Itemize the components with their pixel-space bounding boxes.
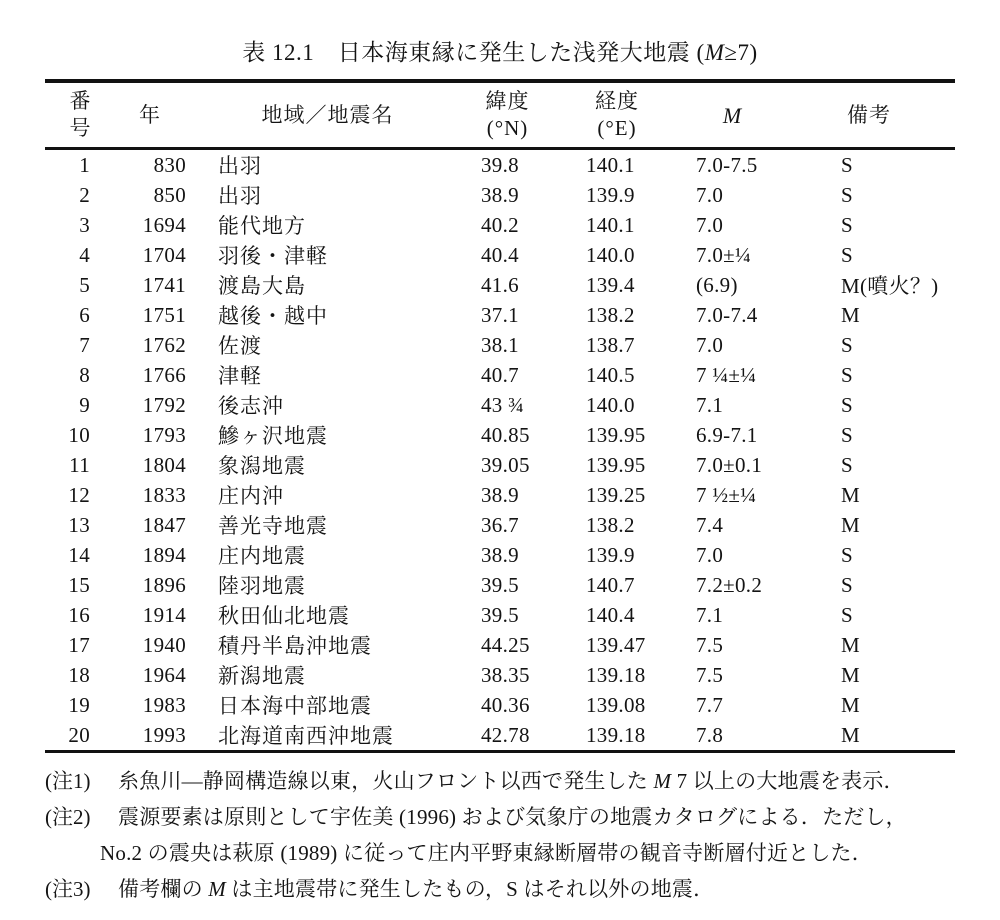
footnote-2-text: 震源要素は原則として宇佐美 (1996) および気象庁の地震カタログによる．ただし， xyxy=(118,805,907,829)
cell-longitude: 139.95 xyxy=(586,422,646,447)
cell-number: 19 xyxy=(68,692,90,717)
cell-year: 1964 xyxy=(142,662,186,687)
cell-latitude: 38.35 xyxy=(481,662,530,687)
cell-remarks: S xyxy=(841,362,853,387)
cell-longitude: 140.5 xyxy=(586,362,635,387)
cell-latitude: 39.05 xyxy=(481,452,530,477)
footnote-3-text: 備考欄の M は主地震帯に発生したもの，S はそれ以外の地震． xyxy=(118,877,715,901)
cell-remarks: S xyxy=(841,542,853,567)
table-row xyxy=(45,330,955,360)
cell-longitude: 139.9 xyxy=(586,542,635,567)
cell-remarks: S xyxy=(841,572,853,597)
cell-number: 6 xyxy=(79,302,90,327)
column-header-longitude xyxy=(580,81,690,149)
cell-number: 12 xyxy=(68,482,90,507)
cell-region-name: 陸羽地震 xyxy=(218,574,306,598)
cell-latitude: 41.6 xyxy=(481,272,519,297)
cell-year: 1896 xyxy=(142,572,186,597)
cell-latitude: 38.9 xyxy=(481,482,519,507)
table-row xyxy=(45,210,955,240)
cell-region-name: 後志沖 xyxy=(218,394,284,418)
table-row xyxy=(45,360,955,390)
table-body xyxy=(45,149,955,752)
cell-number: 8 xyxy=(79,362,90,387)
cell-region-name: 出羽 xyxy=(218,154,262,178)
cell-latitude: 39.8 xyxy=(481,152,519,177)
cell-region-name: 北海道南西沖地震 xyxy=(218,724,394,748)
cell-latitude: 37.1 xyxy=(481,302,519,327)
table-row xyxy=(45,300,955,330)
table-header-row xyxy=(45,81,955,149)
cell-longitude: 139.4 xyxy=(586,272,635,297)
cell-region-name: 象潟地震 xyxy=(218,454,306,478)
table-row xyxy=(45,510,955,540)
column-header-latitude-unit: (°N) xyxy=(486,116,529,140)
cell-remarks: S xyxy=(841,422,853,447)
cell-longitude: 140.0 xyxy=(586,242,635,267)
footnote-3 xyxy=(45,871,955,907)
cell-longitude: 140.1 xyxy=(586,212,635,237)
cell-year: 1741 xyxy=(142,272,186,297)
cell-latitude: 38.1 xyxy=(481,332,519,357)
cell-remarks: M xyxy=(841,482,860,507)
table-row xyxy=(45,540,955,570)
table-row xyxy=(45,690,955,720)
cell-magnitude: 7.4 xyxy=(696,512,724,537)
cell-remarks: S xyxy=(841,392,853,417)
column-header-year-label: 年 xyxy=(139,102,161,127)
cell-longitude: 139.9 xyxy=(586,182,635,207)
cell-region-name: 出羽 xyxy=(218,184,262,208)
cell-region-name: 秋田仙北地震 xyxy=(218,604,350,628)
cell-year: 1766 xyxy=(142,362,186,387)
column-header-longitude-unit: (°E) xyxy=(597,116,637,140)
cell-number: 5 xyxy=(79,272,90,297)
footnote-2 xyxy=(45,799,955,835)
cell-latitude: 36.7 xyxy=(481,512,519,537)
cell-year: 1993 xyxy=(142,722,186,747)
cell-longitude: 138.2 xyxy=(586,512,635,537)
cell-remarks: S xyxy=(841,332,853,357)
cell-year: 1704 xyxy=(142,242,186,267)
cell-remarks: M xyxy=(841,692,860,717)
cell-year: 1914 xyxy=(142,602,186,627)
cell-year: 1847 xyxy=(142,512,186,537)
cell-number: 9 xyxy=(79,392,90,417)
table-row xyxy=(45,270,955,300)
table-row xyxy=(45,600,955,630)
cell-longitude: 138.2 xyxy=(586,302,635,327)
cell-latitude: 40.2 xyxy=(481,212,519,237)
column-header-remarks xyxy=(835,81,955,149)
cell-latitude: 38.9 xyxy=(481,542,519,567)
footnote-1 xyxy=(45,763,955,799)
cell-longitude: 139.08 xyxy=(586,692,646,717)
table-title: 表 12.1 日本海東縁に発生した浅発大地震 (M≥7) xyxy=(242,40,758,65)
cell-year: 830 xyxy=(153,152,186,177)
cell-remarks: S xyxy=(841,242,853,267)
earthquake-table xyxy=(45,79,955,753)
cell-number: 2 xyxy=(79,182,90,207)
cell-remarks: M(噴火？) xyxy=(841,274,939,298)
cell-magnitude: 7.0 xyxy=(696,542,724,567)
cell-region-name: 渡島大島 xyxy=(218,274,306,298)
cell-longitude: 139.47 xyxy=(586,632,646,657)
cell-region-name: 佐渡 xyxy=(218,334,262,358)
cell-region-name: 津軽 xyxy=(218,364,262,388)
cell-longitude: 139.25 xyxy=(586,482,646,507)
cell-number: 17 xyxy=(68,632,90,657)
column-header-region-name xyxy=(190,81,475,149)
column-header-year xyxy=(100,81,190,149)
cell-longitude: 138.7 xyxy=(586,332,635,357)
cell-magnitude: 7.7 xyxy=(696,692,724,717)
cell-region-name: 越後・越中 xyxy=(218,304,328,328)
cell-region-name: 新潟地震 xyxy=(218,664,306,688)
cell-region-name: 庄内地震 xyxy=(218,544,306,568)
footnote-2-continuation-text: No.2 の震央は萩原 (1989) に従って庄内平野東縁断層帯の観音寺断層付近とした． xyxy=(100,841,873,865)
cell-year: 1694 xyxy=(142,212,186,237)
cell-latitude: 42.78 xyxy=(481,722,530,747)
cell-latitude: 44.25 xyxy=(481,632,530,657)
column-header-remarks-label: 備考 xyxy=(847,102,891,127)
cell-magnitude: 7.0-7.5 xyxy=(696,152,758,177)
footnote-2-continuation xyxy=(45,835,955,871)
cell-region-name: 鰺ヶ沢地震 xyxy=(218,424,328,448)
column-header-magnitude xyxy=(690,81,835,149)
cell-magnitude: 7.1 xyxy=(696,602,724,627)
cell-year: 1804 xyxy=(142,452,186,477)
cell-longitude: 140.1 xyxy=(586,152,635,177)
cell-longitude: 140.0 xyxy=(586,392,635,417)
cell-number: 13 xyxy=(68,512,90,537)
cell-longitude: 140.7 xyxy=(586,572,635,597)
cell-number: 16 xyxy=(68,602,90,627)
cell-year: 1751 xyxy=(142,302,186,327)
cell-number: 10 xyxy=(68,422,90,447)
cell-region-name: 善光寺地震 xyxy=(218,514,328,538)
cell-number: 18 xyxy=(68,662,90,687)
cell-region-name: 羽後・津軽 xyxy=(218,244,328,268)
cell-magnitude: (6.9) xyxy=(696,272,738,297)
footnote-1-label: (注1) xyxy=(45,769,91,793)
footnote-1-text: 糸魚川—静岡構造線以東，火山フロント以西で発生した M 7 以上の大地震を表示． xyxy=(118,769,905,793)
cell-latitude: 39.5 xyxy=(481,572,519,597)
cell-longitude: 139.95 xyxy=(586,452,646,477)
column-header-latitude-label: 緯度 xyxy=(485,89,530,113)
cell-remarks: S xyxy=(841,152,853,177)
cell-remarks: M xyxy=(841,722,860,747)
cell-latitude: 38.9 xyxy=(481,182,519,207)
cell-number: 1 xyxy=(79,152,90,177)
cell-year: 1983 xyxy=(142,692,186,717)
cell-longitude: 139.18 xyxy=(586,662,646,687)
cell-number: 14 xyxy=(68,542,90,567)
cell-remarks: M xyxy=(841,662,860,687)
cell-magnitude: 7.0±0.1 xyxy=(696,452,763,477)
footnote-3-label: (注3) xyxy=(45,877,91,901)
cell-number: 15 xyxy=(68,572,90,597)
table-row xyxy=(45,630,955,660)
cell-number: 4 xyxy=(79,242,90,267)
cell-number: 11 xyxy=(69,452,90,477)
column-header-magnitude-label: M xyxy=(722,102,743,128)
column-header-latitude xyxy=(475,81,580,149)
cell-magnitude: 7.1 xyxy=(696,392,724,417)
cell-magnitude: 7.0±¼ xyxy=(696,242,752,267)
table-row xyxy=(45,570,955,600)
cell-region-name: 日本海中部地震 xyxy=(218,694,372,718)
cell-magnitude: 7.0 xyxy=(696,182,724,207)
table-row xyxy=(45,180,955,210)
cell-region-name: 積丹半島沖地震 xyxy=(218,634,372,658)
cell-remarks: M xyxy=(841,512,860,537)
cell-year: 1940 xyxy=(142,632,186,657)
column-header-region-name-label: 地域／地震名 xyxy=(261,102,394,127)
cell-magnitude: 7 ½±¼ xyxy=(696,482,757,507)
cell-remarks: M xyxy=(841,302,860,327)
cell-number: 20 xyxy=(68,722,90,747)
cell-magnitude: 7.5 xyxy=(696,632,724,657)
cell-latitude: 39.5 xyxy=(481,602,519,627)
cell-year: 1894 xyxy=(142,542,186,567)
column-header-number-label: 番号 xyxy=(69,89,92,140)
cell-remarks: M xyxy=(841,632,860,657)
cell-longitude: 140.4 xyxy=(586,602,635,627)
table-row xyxy=(45,149,955,181)
cell-longitude: 139.18 xyxy=(586,722,646,747)
table-row xyxy=(45,450,955,480)
cell-magnitude: 7.0 xyxy=(696,332,724,357)
cell-region-name: 能代地方 xyxy=(218,214,306,238)
cell-magnitude: 7.5 xyxy=(696,662,724,687)
cell-latitude: 40.85 xyxy=(481,422,530,447)
cell-remarks: S xyxy=(841,602,853,627)
cell-latitude: 40.4 xyxy=(481,242,519,267)
footnote-2-label: (注2) xyxy=(45,805,91,829)
cell-number: 3 xyxy=(79,212,90,237)
table-row xyxy=(45,390,955,420)
table-row xyxy=(45,480,955,510)
column-header-number xyxy=(45,81,100,149)
cell-latitude: 40.7 xyxy=(481,362,519,387)
cell-magnitude: 7.8 xyxy=(696,722,724,747)
cell-remarks: S xyxy=(841,182,853,207)
cell-magnitude: 7.0 xyxy=(696,212,724,237)
cell-year: 1833 xyxy=(142,482,186,507)
cell-year: 850 xyxy=(153,182,186,207)
table-row xyxy=(45,660,955,690)
table-row xyxy=(45,420,955,450)
cell-magnitude: 6.9-7.1 xyxy=(696,422,758,447)
cell-region-name: 庄内沖 xyxy=(218,484,284,508)
cell-remarks: S xyxy=(841,212,853,237)
cell-magnitude: 7.2±0.2 xyxy=(696,572,763,597)
cell-year: 1792 xyxy=(142,392,186,417)
cell-remarks: S xyxy=(841,452,853,477)
cell-magnitude: 7 ¼±¼ xyxy=(696,362,757,387)
table-row xyxy=(45,720,955,752)
cell-latitude: 40.36 xyxy=(481,692,530,717)
cell-year: 1762 xyxy=(142,332,186,357)
cell-year: 1793 xyxy=(142,422,186,447)
cell-number: 7 xyxy=(79,332,90,357)
table-row xyxy=(45,240,955,270)
column-header-longitude-label: 経度 xyxy=(595,89,639,113)
footnotes xyxy=(45,763,955,907)
cell-latitude: 43 ¾ xyxy=(481,392,525,417)
cell-magnitude: 7.0-7.4 xyxy=(696,302,758,327)
